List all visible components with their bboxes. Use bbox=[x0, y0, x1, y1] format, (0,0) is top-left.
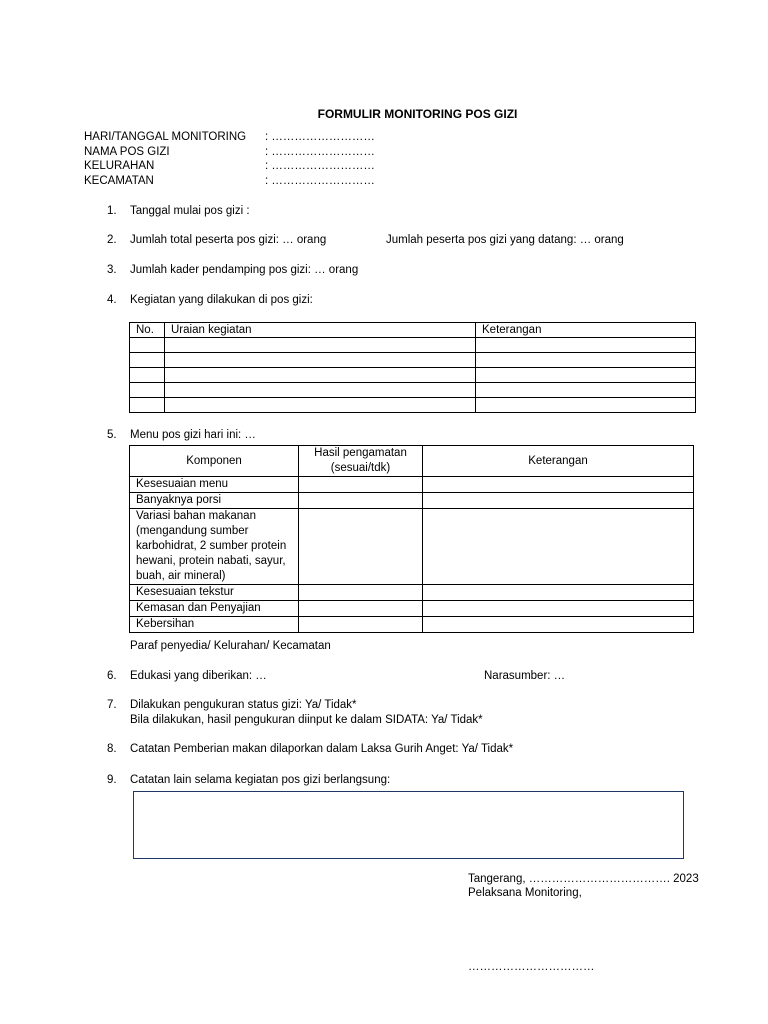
header-value-pos-gizi[interactable]: : ……………………… bbox=[265, 146, 375, 158]
table-header-no: No. bbox=[130, 323, 165, 338]
table-cell[interactable] bbox=[299, 585, 423, 601]
table-row[interactable] bbox=[130, 353, 696, 368]
table-cell[interactable] bbox=[299, 509, 423, 585]
table-cell[interactable] bbox=[165, 368, 476, 383]
table-row bbox=[130, 493, 694, 509]
notes-box[interactable] bbox=[133, 791, 684, 859]
menu-evaluation-table bbox=[129, 445, 694, 633]
table-cell[interactable] bbox=[165, 383, 476, 398]
component-label: Kesesuaian tekstur bbox=[130, 585, 299, 601]
question-measurement: Dilakukan pengukuran status gizi: Ya/ Tidak* bbox=[130, 699, 357, 711]
table-cell[interactable] bbox=[476, 338, 696, 353]
table-cell[interactable] bbox=[423, 617, 694, 633]
table-cell[interactable] bbox=[130, 383, 165, 398]
table-cell[interactable] bbox=[130, 398, 165, 413]
question-measurement-input: Bila dilakukan, hasil pengukuran diinput ke dalam SIDATA: Ya/ Tidak* bbox=[130, 714, 483, 726]
question-number: 1. bbox=[107, 205, 117, 217]
question-start-date: Tanggal mulai pos gizi : bbox=[130, 205, 250, 217]
table-header-notes: Keterangan bbox=[423, 446, 694, 477]
question-total-participants: Jumlah total peserta pos gizi: … orang bbox=[130, 234, 327, 246]
header-label-pos-gizi: NAMA POS GIZI bbox=[84, 146, 170, 158]
table-cell[interactable] bbox=[130, 338, 165, 353]
question-number: 8. bbox=[107, 743, 117, 755]
question-number: 7. bbox=[107, 699, 117, 711]
signature-place-date: Tangerang, ………………………………. 2023 bbox=[468, 873, 699, 885]
table-cell[interactable] bbox=[423, 509, 694, 585]
signature-note: Paraf penyedia/ Kelurahan/ Kecamatan bbox=[130, 640, 331, 652]
table-row[interactable] bbox=[130, 338, 696, 353]
table-header-row bbox=[130, 323, 696, 338]
table-cell[interactable] bbox=[423, 601, 694, 617]
table-row[interactable] bbox=[130, 368, 696, 383]
table-cell[interactable] bbox=[299, 477, 423, 493]
question-number: 4. bbox=[107, 294, 117, 306]
table-header-observation: Hasil pengamatan (sesuai/tdk) bbox=[299, 446, 423, 477]
table-row bbox=[130, 585, 694, 601]
table-cell[interactable] bbox=[476, 383, 696, 398]
table-row bbox=[130, 617, 694, 633]
table-cell[interactable] bbox=[476, 368, 696, 383]
header-value-kelurahan[interactable]: : ……………………… bbox=[265, 160, 375, 172]
question-feeding-report: Catatan Pemberian makan dilaporkan dalam Laksa Gurih Anget: Ya/ Tidak* bbox=[130, 743, 514, 755]
question-attending-participants: Jumlah peserta pos gizi yang datang: … orang bbox=[386, 234, 624, 246]
table-cell[interactable] bbox=[165, 338, 476, 353]
table-header-description: Uraian kegiatan bbox=[165, 323, 476, 338]
component-label: Kebersihan bbox=[130, 617, 299, 633]
question-number: 9. bbox=[107, 774, 117, 786]
component-label: Kesesuaian menu bbox=[130, 477, 299, 493]
question-speaker: Narasumber: … bbox=[484, 670, 566, 682]
question-education: Edukasi yang diberikan: … bbox=[130, 670, 267, 682]
table-header-row bbox=[130, 446, 694, 477]
table-cell[interactable] bbox=[299, 601, 423, 617]
table-cell[interactable] bbox=[423, 585, 694, 601]
component-label: Variasi bahan makanan (mengandung sumber karbohidrat, 2 sumber protein hewani, protein nabati, sayur, buah, air mineral) bbox=[130, 509, 299, 585]
table-row[interactable] bbox=[130, 398, 696, 413]
table-cell[interactable] bbox=[299, 493, 423, 509]
table-header-component: Komponen bbox=[130, 446, 299, 477]
question-other-notes: Catatan lain selama kegiatan pos gizi berlangsung: bbox=[130, 774, 391, 786]
table-row[interactable] bbox=[130, 383, 696, 398]
header-value-date[interactable]: : ……………………… bbox=[265, 131, 375, 143]
question-number: 6. bbox=[107, 670, 117, 682]
table-cell[interactable] bbox=[165, 398, 476, 413]
table-cell[interactable] bbox=[299, 617, 423, 633]
component-label: Banyaknya porsi bbox=[130, 493, 299, 509]
activities-table bbox=[129, 322, 696, 413]
table-cell[interactable] bbox=[165, 353, 476, 368]
question-menu: Menu pos gizi hari ini: … bbox=[130, 429, 256, 441]
component-label: Kemasan dan Penyajian bbox=[130, 601, 299, 617]
table-row bbox=[130, 601, 694, 617]
question-cadres: Jumlah kader pendamping pos gizi: … orang bbox=[130, 264, 359, 276]
table-cell[interactable] bbox=[130, 368, 165, 383]
table-cell[interactable] bbox=[476, 398, 696, 413]
table-row bbox=[130, 477, 694, 493]
question-activities: Kegiatan yang dilakukan di pos gizi: bbox=[130, 294, 313, 306]
header-label-kecamatan: KECAMATAN bbox=[84, 175, 154, 187]
table-cell[interactable] bbox=[130, 353, 165, 368]
signature-name-line: …………………………… bbox=[468, 961, 595, 973]
table-cell[interactable] bbox=[476, 353, 696, 368]
header-value-kecamatan[interactable]: : ……………………… bbox=[265, 175, 375, 187]
table-header-notes: Keterangan bbox=[476, 323, 696, 338]
question-number: 3. bbox=[107, 264, 117, 276]
header-label-date: HARI/TANGGAL MONITORING bbox=[84, 131, 247, 143]
table-cell[interactable] bbox=[423, 493, 694, 509]
table-cell[interactable] bbox=[423, 477, 694, 493]
question-number: 5. bbox=[107, 429, 117, 441]
question-number: 2. bbox=[107, 234, 117, 246]
signature-role: Pelaksana Monitoring, bbox=[468, 887, 582, 899]
header-label-kelurahan: KELURAHAN bbox=[84, 160, 155, 172]
table-row bbox=[130, 509, 694, 585]
page-title: FORMULIR MONITORING POS GIZI bbox=[317, 107, 518, 121]
